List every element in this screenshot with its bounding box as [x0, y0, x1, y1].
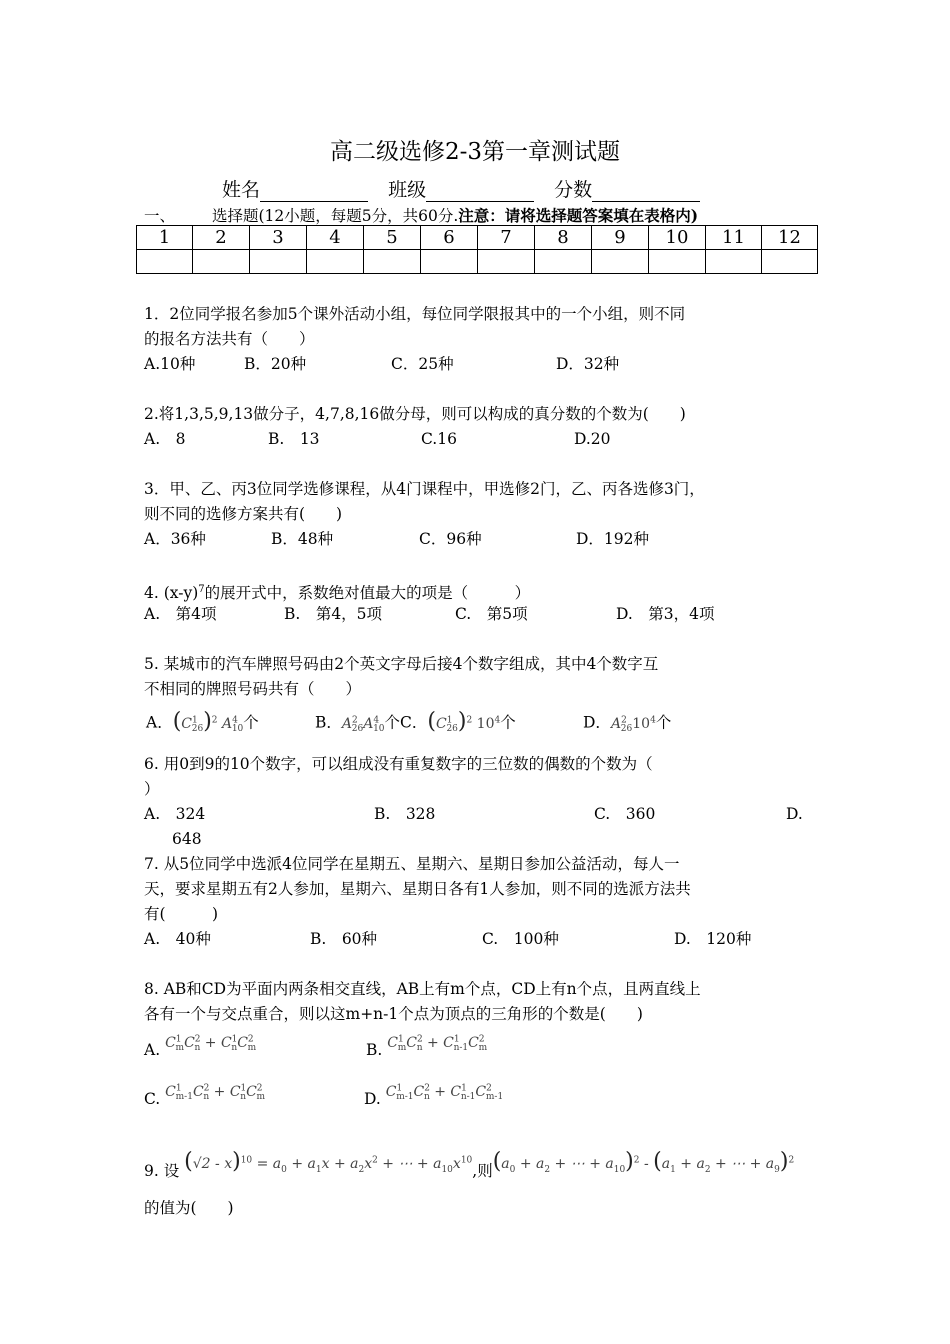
answer-header-row [137, 226, 818, 250]
q5-line2: 不相同的牌照号码共有（ ） [144, 680, 362, 698]
answer-cell[interactable] [193, 250, 250, 274]
answer-header: 3 [250, 226, 307, 250]
q8-c-formula: $C^1_{m-1}C^2_n + C^1_nC^2_m$ [165, 1083, 266, 1103]
q8-option-b [366, 1027, 487, 1061]
answer-cell[interactable] [250, 250, 307, 274]
answer-header: 12 [762, 226, 818, 250]
answer-header: 10 [649, 226, 706, 250]
answer-cell[interactable] [535, 250, 592, 274]
class-blank[interactable] [426, 181, 534, 202]
q7-line2: 天，要求星期五有2人参加，星期六、星期日各有1人参加，则不同的选派方法共 [144, 880, 691, 898]
q4-option-d: D. 第3，4项 [616, 605, 715, 623]
q7-option-b: B. 60种 [310, 930, 378, 948]
q7-option-c: C. 100种 [482, 930, 559, 948]
q9-target-formula: ($a_0 + a_2$ + ⋯ + $a_{10})^2 - (a_1 + a_2$ + ⋯ + $a_9)^2$ [492, 1148, 795, 1175]
answer-header: 11 [706, 226, 762, 250]
q8-option-c [144, 1076, 265, 1110]
answer-cell[interactable] [421, 250, 478, 274]
q5-c-label: 个C． [384, 713, 428, 732]
q2-option-b: B. 13 [268, 430, 320, 448]
q4-option-c: C. 第5项 [455, 605, 528, 623]
q8-b-formula: $C^1_mC^2_n + C^1_{n-1}C^2_m$ [387, 1034, 488, 1054]
answer-header: 9 [592, 226, 649, 250]
q5-c-formula: $(C^1_{26})^2$ $10^4$ [427, 708, 501, 735]
q8-line1: 8. AB和CD为平面内两条相交直线，AB上有m个点，CD上有n个点，且两直线上 [144, 980, 701, 998]
answer-cell[interactable] [762, 250, 818, 274]
q5-d-unit: 个 [655, 713, 672, 732]
page-title: 高二级选修2-3第一章测试题 [329, 139, 621, 165]
answer-input-row [137, 250, 818, 274]
q5-option-d [583, 708, 671, 742]
q2-option-c: C.16 [421, 430, 457, 448]
q2-option-a: A. 8 [144, 430, 186, 448]
q5-b-formula: $A^2_{26}A^4_{10}$ [341, 715, 385, 735]
answer-header: 1 [137, 226, 193, 250]
q8-option-d [364, 1076, 503, 1110]
q7-line3: 有( ) [144, 905, 219, 923]
q8-option-a [144, 1027, 256, 1061]
q8-c-label: C. [144, 1089, 161, 1108]
q5-option-a [146, 708, 259, 742]
q6-option-d: D. [786, 805, 803, 823]
q8-a-formula: $C^1_mC^2_n + C^1_nC^2_m$ [165, 1034, 257, 1054]
q1-line1: 1．2位同学报名参加5个课外活动小组，每位同学限报其中的一个小组，则不同 [144, 305, 686, 323]
answer-cell[interactable] [137, 250, 193, 274]
q7-line1: 7. 从5位同学中选派4位同学在星期五、星期六、星期日参加公益活动，每人一 [144, 855, 680, 873]
q3-option-a: A．36种 [144, 530, 206, 548]
answer-header: 5 [364, 226, 421, 250]
answer-cell[interactable] [706, 250, 762, 274]
answer-header: 4 [307, 226, 364, 250]
q3-line1: 3．甲、乙、丙3位同学选修课程，从4门课程中，甲选修2门，乙、丙各选修3门， [144, 480, 705, 498]
q9-line1 [144, 1148, 794, 1182]
q8-d-formula: $C^1_{m-1}C^2_n + C^1_{n-1}C^2_{m-1}$ [385, 1083, 504, 1103]
score-label: 分数 [554, 179, 593, 201]
q9-expansion-formula: $(√2 - x)^{10} = a_0 + a_1x + a_2x^2$ + ⋯ + $a_{10}x^{10}$ [184, 1148, 473, 1175]
q6-option-c: C. 360 [594, 805, 656, 823]
answer-header: 2 [193, 226, 250, 250]
q4-text: 的展开式中，系数绝对值最大的项是（ ） [204, 584, 531, 603]
q2-line1: 2.将1,3,5,9,13做分子，4,7,8,16做分母，则可以构成的真分数的个数为( ) [144, 405, 686, 423]
q7-option-a: A. 40种 [144, 930, 211, 948]
section-text: 选择题(12小题，每题5分，共60分. [212, 207, 459, 225]
answer-header: 6 [421, 226, 478, 250]
q6-line2: ） [144, 780, 160, 798]
q5-c-unit: 个 [500, 713, 516, 732]
section-note: 注意：请将选择题答案填在表格内) [458, 206, 699, 225]
answer-cell[interactable] [478, 250, 535, 274]
q4-option-b: B. 第4，5项 [284, 605, 383, 623]
q8-b-label: B. [366, 1040, 383, 1059]
q1-option-d: D．32种 [556, 355, 620, 373]
q5-a-formula: $(C^1_{26})^2$ $A^4_{10}$ [172, 708, 244, 735]
q1-option-c: C．25种 [391, 355, 454, 373]
student-info-row [222, 175, 714, 202]
answer-cell[interactable] [364, 250, 421, 274]
q4-option-a: A. 第4项 [144, 605, 217, 623]
q8-d-label: D. [364, 1089, 381, 1108]
q4-exponent: 7 [198, 584, 205, 595]
answer-header: 8 [535, 226, 592, 250]
q3-line2: 则不同的选修方案共有( ) [144, 505, 343, 523]
q9-line2: 的值为( ) [144, 1199, 234, 1217]
name-label: 姓名 [222, 179, 261, 201]
q2-option-d: D.20 [574, 430, 611, 448]
answer-cell[interactable] [307, 250, 364, 274]
q5-d-formula: $A^2_{26}10^4$ [610, 715, 656, 735]
answer-table [136, 225, 818, 274]
q6-line1: 6. 用0到9的10个数字，可以组成没有重复数字的三位数的偶数的个数为（ [144, 755, 653, 773]
q6-option-a: A. 324 [144, 805, 206, 823]
q1-line2: 的报名方法共有（ ） [144, 330, 315, 348]
answer-cell[interactable] [649, 250, 706, 274]
q6-option-d-value: 648 [172, 830, 202, 848]
q8-a-label: A. [144, 1040, 161, 1059]
section-number: 一、 [144, 207, 176, 225]
q5-a-unit: 个 [243, 713, 259, 732]
q9-then: ,则 [472, 1161, 493, 1180]
name-blank[interactable] [260, 181, 368, 202]
q3-option-d: D．192种 [576, 530, 650, 548]
answer-cell[interactable] [592, 250, 649, 274]
q1-option-b: B．20种 [244, 355, 307, 373]
q5-line1: 5. 某城市的汽车牌照号码由2个英文字母后接4个数字组成，其中4个数字互 [144, 655, 659, 673]
q7-option-d: D. 120种 [674, 930, 752, 948]
q9-prefix: 9. 设 [144, 1161, 180, 1180]
class-label: 班级 [388, 179, 427, 201]
q1-option-a: A.10种 [144, 355, 196, 373]
q5-b-label: B． [315, 713, 342, 732]
q3-option-b: B．48种 [271, 530, 334, 548]
q5-option-b-c [315, 708, 516, 742]
q5-d-label: D． [583, 713, 611, 732]
score-blank[interactable] [592, 181, 700, 202]
answer-header: 7 [478, 226, 535, 250]
q8-line2: 各有一个与交点重合，则以这m+n-1个点为顶点的三角形的个数是( ) [144, 1005, 643, 1023]
q3-option-c: C．96种 [419, 530, 482, 548]
q5-a-label: A． [146, 713, 173, 732]
section-heading [212, 204, 698, 226]
q4-expr: 4. (x-y) [144, 584, 199, 603]
q6-option-b: B. 328 [374, 805, 436, 823]
